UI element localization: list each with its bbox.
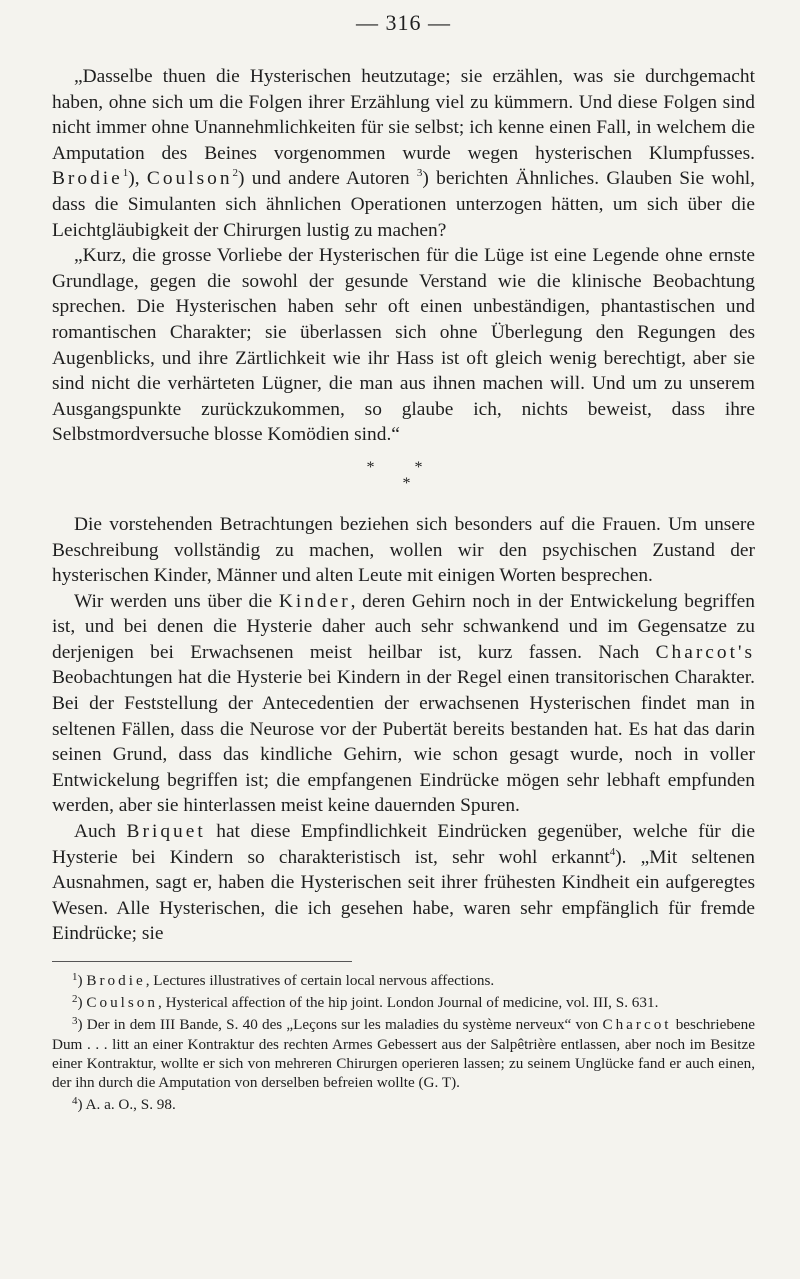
author-name: Kinder [278,590,351,612]
separator-asterisks-row2: * [402,474,411,492]
text-run: beschriebene Dum . . . litt an einer Kontraktur des rechten Armes Gebessert aus der Salpêtrière entlassen, aber noch im Besitze einer Kontraktur, wollte er sich von mehreren Chirurgen operieren lassen; zu seinem Unglücke fand er auch einen, der ihn durch die Amputation von derselben befreien wollte (G. T). [52,1016,755,1092]
text-run: Wir werden uns über die [74,590,279,612]
page-number: — 316 — [356,10,451,35]
footnote-marker: 2 [232,167,239,180]
author-name: Coulson [146,168,233,190]
text-run: „Dasselbe thuen die Hysterischen heutzutage; sie erzählen, was sie durchgemacht haben, ohne sich um die Folgen ihrer Erzählung viel zu kümmern. Und diese Folgen sind nicht immer ohne Unannehmlichkeiten für sie selbst; ich kenne einen Fall, in welchem die Amputation des Beines vorgenommen wurde wegen hysterischen Klumpfusses. [52,66,755,164]
footnote-marker: 4 [609,845,616,858]
text-run: , deren Gehirn noch in der Entwickelung begriffen ist, und bei denen die Hysterie daher auch sehr schwankend und im Gegensatze zu derjenigen bei Erwachsenen meist heilbar ist, kurz fassen. Nach [52,590,755,663]
text-run: Auch [74,821,127,843]
footnote-number: 4 [72,1095,78,1108]
author-name: Coulson [86,994,158,1012]
text-run: hat diese Empfindlichkeit Eindrücken gegenüber, welche für die Hysterie bei Kindern so charakteristisch ist, sehr wohl erkannt [52,821,755,868]
text-run: Die vorstehenden Betrachtungen beziehen sich besonders auf die Frauen. Um unsere Beschreibung vollständig zu machen, wollen wir den psychischen Zustand der hysterischen Kinder, Männer und alten Leute mit einigen Worten besprechen. [52,513,755,587]
paragraph [52,243,755,448]
text-run: ) [77,994,87,1012]
text-run: ) [77,972,87,989]
main-text-bottom [52,512,755,947]
text-run: ) berichten Ähnliches. Glauben Sie wohl, dass die Simulanten sich ähnlichen Operationen unterzogen hätten, um sich über die Leichtgläubigkeit der Chirurgen lustig zu machen? [52,168,756,241]
author-name: Brodie [52,168,123,190]
text-run: ) Der in dem III Bande, S. 40 des „Leçons sur les maladies du système nerveux“ von [77,1016,603,1034]
text-run: ) A. a. O., S. 98. [77,1096,176,1114]
author-name: Charcot's [655,641,755,663]
main-text-top [52,64,755,448]
footnote-number: 2 [72,993,78,1006]
paragraph [52,512,755,589]
footnote-marker: 3 [416,167,423,180]
footnote [52,968,755,990]
text-run: ). „Mit seltenen Ausnahmen, sagt er, haben die Hysterischen seit ihrer frühesten Kindheit ein aufgeregtes Wesen. Alle Hysterischen, die ich gesehen habe, waren sehr empfänglich für fremde Eindrücke; sie [52,846,756,945]
text-run: ), [128,168,147,190]
document-page [52,8,755,1114]
author-name: Brodie [86,972,146,989]
footnote-divider [52,961,352,962]
text-run: , Hysterical affection of the hip joint. London Journal of medicine, vol. III, S. 631. [158,994,659,1012]
text-run: ) und andere Autoren [238,168,417,190]
paragraph [52,64,755,243]
footnote [52,1012,755,1092]
separator-asterisks-row1: * * [366,458,441,476]
text-run: „Kurz, die grosse Vorliebe der Hysterischen für die Lüge ist eine Legende ohne ernste Grundlage, gegen die sowohl der gesunde Verstand wie die klinische Beobachtung sprechen. Die Hysterischen haben sehr oft einen unbeständigen, phantastischen und romantischen Charakter; sie überlassen sich ohne Überlegung den Regungen des Augenblicks, und ihre Zärtlichkeit wie ihr Hass ist oft gleich wenig berechtigt, aber sie sind nicht die verhärteten Lügner, die man aus ihnen machen will. Und um zu unserem Ausgangspunkte zurückzukommen, so glaube ich, nichts beweist, dass ihre Selbstmordversuche blosse Komödien sind.“ [52,245,755,446]
section-separator [52,460,755,492]
footnote-marker: 1 [122,167,129,180]
footnote-number: 1 [72,971,78,983]
footnote-number: 3 [72,1015,78,1028]
text-run: , Lectures illustratives of certain local nervous affections. [145,972,495,989]
footnote [52,1092,755,1114]
footnote [52,990,755,1012]
footnotes [52,968,755,1114]
author-name: Briquet [126,821,206,843]
paragraph [52,589,755,819]
author-name: Charcot [602,1016,672,1034]
text-run: Beobachtungen hat die Hysterie bei Kindern in der Regel einen transitorischen Charakter. Bei der Feststellung der Antecedentien der erwachsenen Hysterischen findet man in seltenen Fällen, dass die Neurose vor der Pubertät bereits bestanden hat. Es hat das darin seinen Grund, dass das kindliche Gehirn, wie schon gesagt wurde, noch in voller Entwickelung begriffen ist; die empfangenen Eindrücke mögen sehr lebhaft empfunden werden, aber sie hinterlassen meist keine dauernden Spuren. [52,667,755,817]
paragraph [52,819,755,947]
